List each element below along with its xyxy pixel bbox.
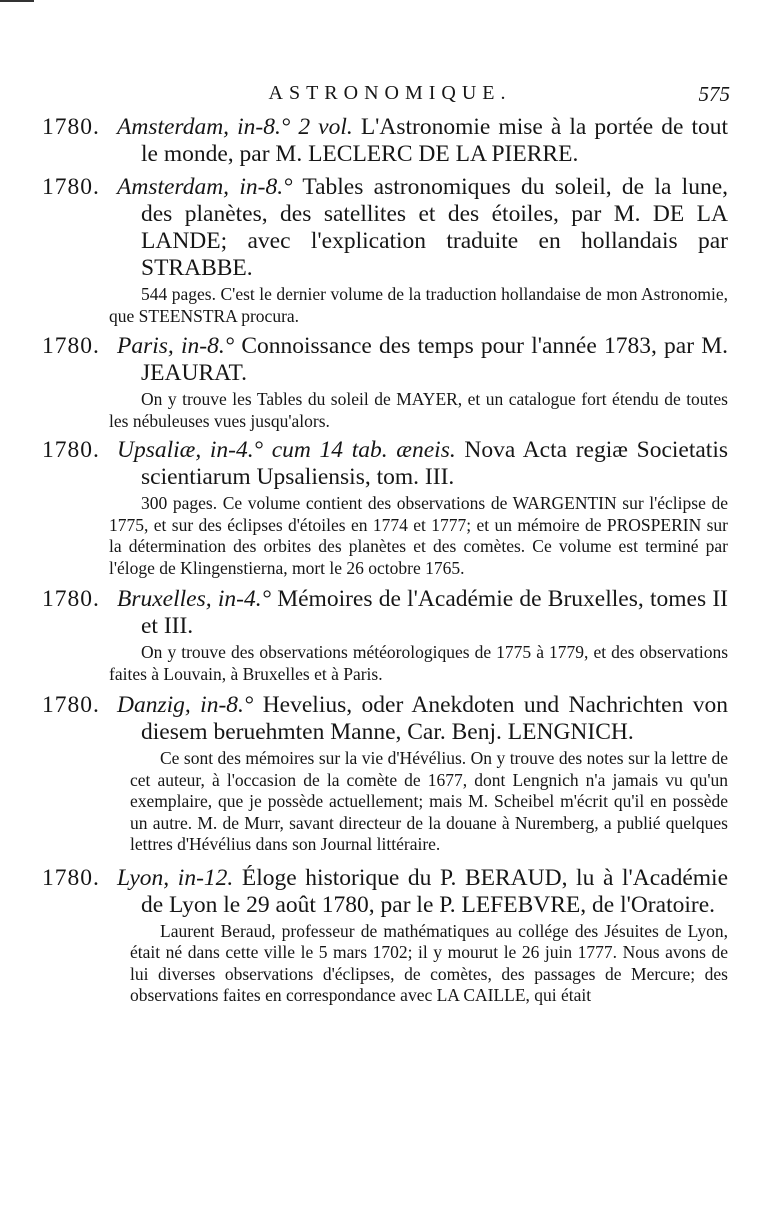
entry-note: Ce sont des mémoires sur la vie d'Hévélius. On y trouve des notes sur la lettre de cet auteur, à l'occasion de la comète de 1677, dont Lengnich n'a jamais vu qu'un exemplaire, que je possède actuellement; mais M. Scheibel m'écrit qu'il en possède un autre. M. de Murr, savant directeur de la douane à Nuremberg, a publié quelques lettres d'Hévélius dans son Journal littéraire.: [130, 748, 728, 854]
entry-title: Mémoires de l'Académie de Bruxelles, tomes II et III.: [141, 586, 728, 639]
page-number: 575: [698, 82, 730, 106]
entry-title: Nova Acta regiæ Societatis scientiarum Upsaliensis, tom. III.: [141, 437, 728, 490]
corner-mark: [0, 0, 34, 2]
entry-heading: [42, 114, 728, 168]
bibliography-entry: [42, 174, 728, 327]
bibliography-entry: [42, 114, 728, 168]
bibliography-entries: [42, 114, 728, 1007]
entry-place: Danzig, in-8.°: [117, 692, 254, 718]
entry-year: 1780.: [42, 114, 100, 140]
entry-title: Hevelius, oder Anekdoten und Nachrichten von diesem beruehmten Manne, Car. Benj. LENGNICH.: [141, 692, 728, 745]
entry-place: Amsterdam, in-8.°: [117, 174, 293, 200]
entry-heading: [42, 333, 728, 387]
entry-year: 1780.: [42, 692, 100, 718]
bibliography-entry: [42, 865, 728, 1007]
running-title: ASTRONOMIQUE.: [268, 82, 512, 104]
entry-note: 544 pages. C'est le dernier volume de la traduction hollandaise de mon Astronomie, que STEENSTRA procura.: [109, 284, 728, 326]
entry-heading: [42, 174, 728, 282]
bibliography-entry: [42, 437, 728, 579]
entry-place: Bruxelles, in-4.°: [117, 586, 271, 612]
entry-note: 300 pages. Ce volume contient des observations de WARGENTIN sur l'éclipse de 1775, et sur des éclipses d'étoiles en 1774 et 1777; et un mémoire de PROSPERIN sur la détermination des orbites des planètes et des comètes. Ce volume est terminé par l'éloge de Klingenstierna, mort le 26 octobre 1765.: [109, 493, 728, 578]
running-header: [40, 82, 730, 112]
entry-heading: [42, 437, 728, 491]
entry-title: Tables astronomiques du soleil, de la lune, des planètes, des satellites et des étoiles, par M. DE LA LANDE; avec l'explication traduite en hollandais par STRABBE.: [141, 174, 729, 281]
entry-note: Laurent Beraud, professeur de mathématiques au collége des Jésuites de Lyon, était né dans cette ville le 5 mars 1702; il y mourut le 26 juin 1777. Nous avons de lui diverses observations d'éclipses, de comètes, des passages de Mercure; des observations faites en correspondance avec LA CAILLE, qui était: [130, 920, 728, 1005]
bibliography-entry: [42, 586, 728, 685]
bibliography-entry: [42, 333, 728, 432]
entry-year: 1780.: [42, 437, 100, 463]
entry-title: Éloge historique du P. BERAUD, lu à l'Académie de Lyon le 29 août 1780, par le P. LEFEBVRE, de l'Oratoire.: [141, 864, 728, 918]
entry-year: 1780.: [42, 586, 100, 612]
entry-title: L'Astronomie mise à la portée de tout le monde, par M. LECLERC DE LA PIERRE.: [141, 114, 729, 167]
entry-heading: [42, 865, 728, 919]
entry-year: 1780.: [42, 864, 100, 891]
entry-place: Lyon, in-12.: [117, 864, 234, 891]
entry-note: On y trouve des observations météorologiques de 1775 à 1779, et des observations faites à Louvain, à Bruxelles et à Paris.: [109, 642, 728, 684]
entry-place: Paris, in-8.°: [117, 333, 235, 359]
entry-place: Upsaliæ, in-4.° cum 14 tab. æneis.: [117, 437, 456, 463]
entry-note: On y trouve les Tables du soleil de MAYER, et un catalogue fort étendu de toutes les nébuleuses vues jusqu'alors.: [109, 389, 728, 431]
entry-heading: [42, 586, 728, 640]
bibliography-entry: [42, 692, 728, 856]
entry-year: 1780.: [42, 174, 100, 200]
entry-place: Amsterdam, in-8.° 2 vol.: [117, 114, 353, 140]
entry-heading: [42, 692, 728, 746]
entry-year: 1780.: [42, 333, 100, 359]
entry-title: Connoissance des temps pour l'année 1783, par M. JEAURAT.: [141, 333, 728, 386]
